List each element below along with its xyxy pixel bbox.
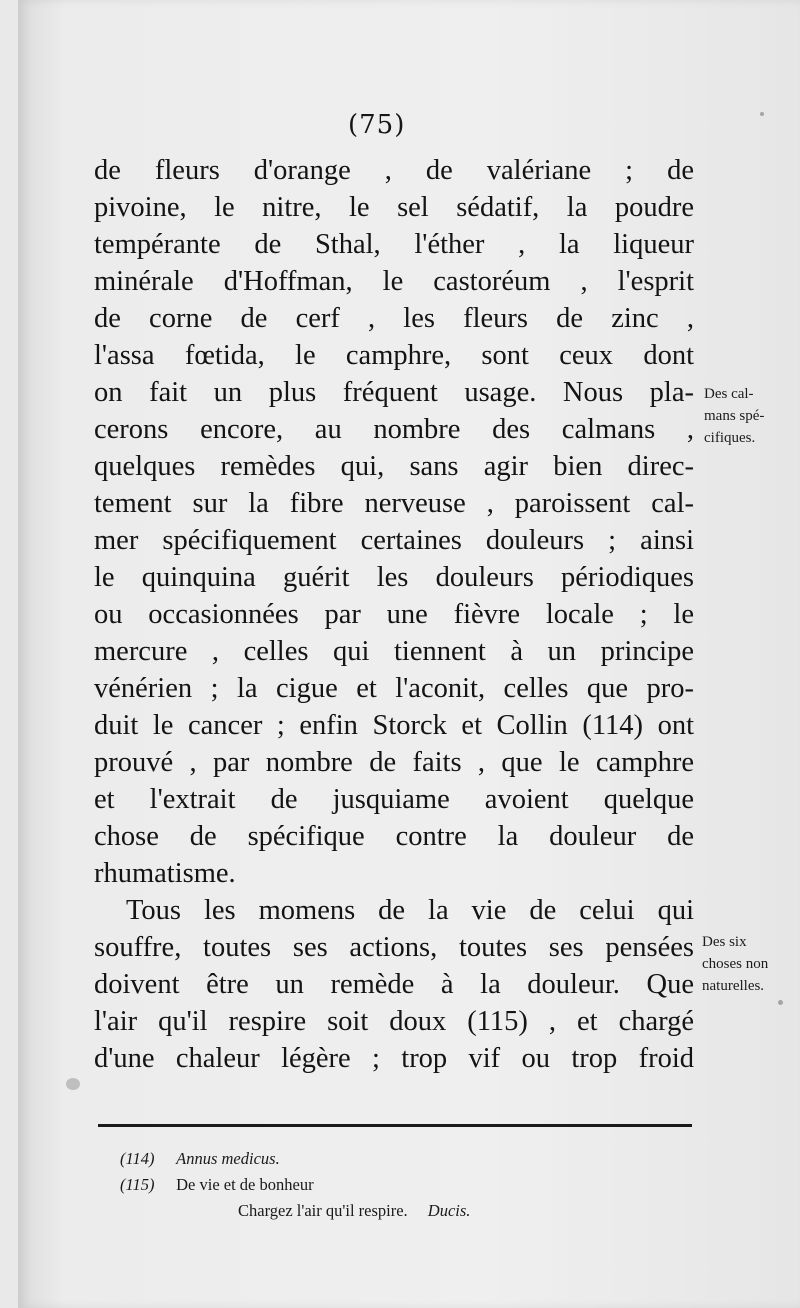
text-line: pivoine, le nitre, le sel sédatif, la poudre — [94, 192, 694, 223]
text-line: mer spécifiquement certaines douleurs ; ainsi — [94, 525, 694, 556]
text-line: et l'extrait de jusquiame avoient quelque — [94, 784, 694, 815]
margin-note-line: Des cal- — [704, 386, 754, 402]
text-line: prouvé , par nombre de faits , que le camphre — [94, 747, 694, 778]
text-line: vénérien ; la cigue et l'aconit, celles que pro- — [94, 673, 694, 704]
footnote-quote-text: Chargez l'air qu'il respire. — [238, 1201, 408, 1220]
text-line: doivent être un remède à la douleur. Que — [94, 969, 694, 1000]
text-line: de corne de cerf , les fleurs de zinc , — [94, 303, 694, 334]
text-line: chose de spécifique contre la douleur de — [94, 821, 694, 852]
margin-note-line: choses non — [702, 956, 769, 972]
margin-note-line: naturelles. — [702, 978, 765, 994]
text-line: rhumatisme. — [94, 858, 236, 889]
text-line: souffre, toutes ses actions, toutes ses pensées — [94, 932, 694, 963]
text-line: d'une chaleur légère ; trop vif ou trop froid — [94, 1043, 694, 1074]
book-page — [18, 0, 800, 1308]
footnote-quote-author: Ducis. — [427, 1201, 471, 1220]
footnote-divider — [98, 1124, 692, 1127]
paper-speck — [778, 1000, 783, 1005]
body-text — [94, 152, 694, 1077]
text-line: duit le cancer ; enfin Storck et Collin (114) ont — [94, 710, 694, 741]
text-line: l'air qu'il respire soit doux (115) , et chargé — [94, 1006, 694, 1037]
paper-speck — [760, 112, 764, 116]
text-line: de fleurs d'orange , de valériane ; de — [94, 155, 694, 186]
margin-note-line: Des six — [702, 934, 747, 950]
text-line: tement sur la fibre nerveuse , paroissent cal- — [94, 488, 694, 519]
footnote-114 — [120, 1146, 470, 1172]
margin-note-line: cifiques. — [704, 430, 756, 446]
text-line: Tous les momens de la vie de celui qui — [126, 895, 694, 926]
footnote-quote — [120, 1198, 470, 1224]
text-line: cerons encore, au nombre des calmans , — [94, 414, 694, 445]
footnote-text: Annus medicus. — [176, 1149, 280, 1168]
text-line: on fait un plus fréquent usage. Nous pla- — [94, 377, 694, 408]
footnote-number: (115) — [120, 1175, 155, 1194]
footnote-text: De vie et de bonheur — [176, 1175, 314, 1194]
text-line: ou occasionnées par une fièvre locale ; le — [94, 599, 694, 630]
text-line: l'assa fœtida, le camphre, sont ceux dont — [94, 340, 694, 371]
text-line: le quinquina guérit les douleurs périodiques — [94, 562, 694, 593]
footnote-number: (114) — [120, 1149, 155, 1168]
margin-note-line: mans spé- — [704, 408, 765, 424]
margin-note-six-choses — [702, 931, 768, 997]
footnotes — [120, 1146, 470, 1224]
text-line: mercure , celles qui tiennent à un principe — [94, 636, 694, 667]
paper-stain — [66, 1078, 80, 1090]
text-line: quelques remèdes qui, sans agir bien direc- — [94, 451, 694, 482]
page-number: (75) — [348, 110, 406, 140]
text-line: minérale d'Hoffman, le castoréum , l'esprit — [94, 266, 694, 297]
text-line: tempérante de Sthal, l'éther , la liqueur — [94, 229, 694, 260]
margin-note-calmans — [704, 383, 764, 449]
footnote-115 — [120, 1172, 470, 1198]
